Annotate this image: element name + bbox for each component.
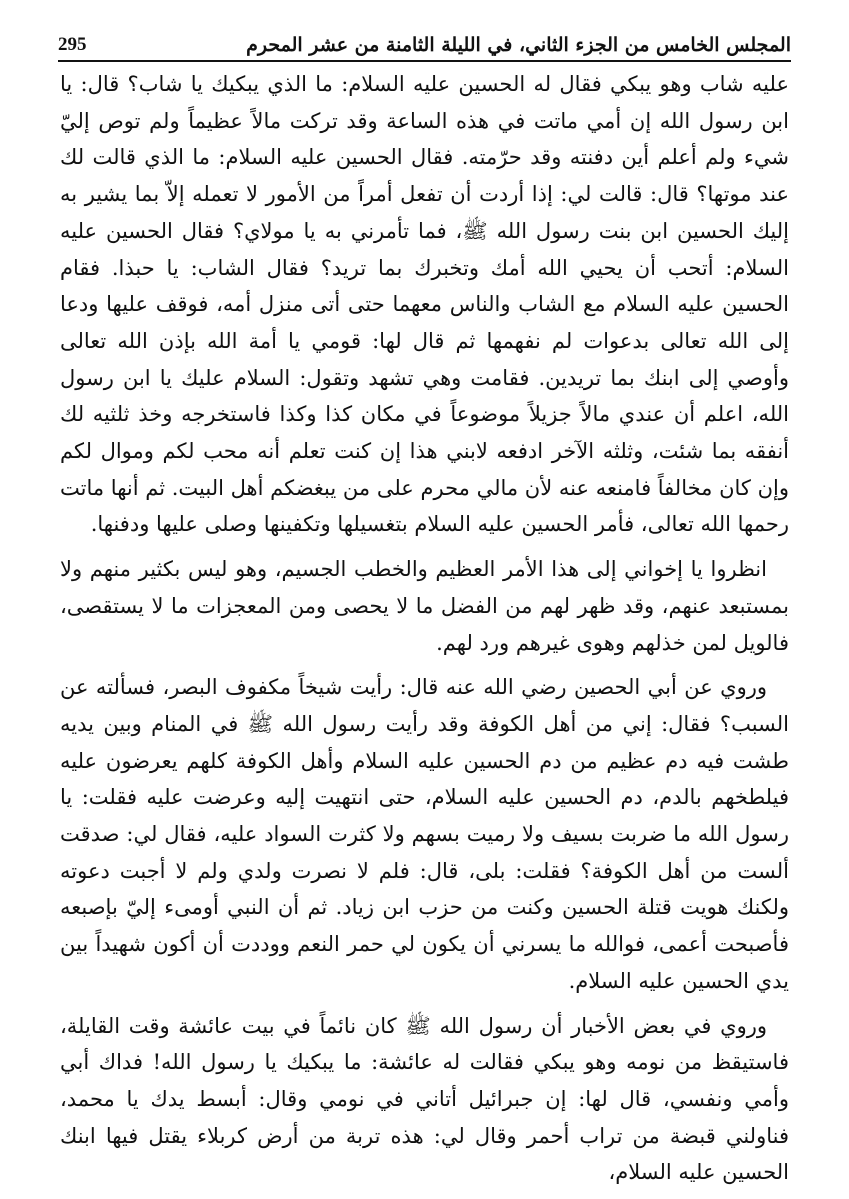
paragraph: وروي عن أبي الحصين رضي الله عنه قال: رأيت شيخاً مكفوف البصر، فسألته عن السبب؟ فقال: إني من أهل الكوفة وقد رأيت رسول الله ﷺ في المنام وبين يديه طشت فيه دم عظيم من دم الحسين عليه السلام وأهل الكوفة كلهم يعرضون عليه فيلطخهم بالدم، دم الحسين عليه السلام، حتى انتهيت إليه وعرضت عليه فقلت: يا رسول الله ما ضربت بسيف ولا رميت بسهم ولا كثرت السواد عليه، فقال لي: صدقت ألست من أهل الكوفة؟ فقلت: بلى، قال: فلم لا نصرت ولدي ولم لا أجبت دعوته ولكنك هويت قتلة الحسين وكنت من حزب ابن زياد. ثم أن النبي أومىء إليّ بإصبعه فأصبحت أعمى، فوالله ما يسرني أن يكون لي حمر النعم ووددت أن أكون شهيداً بين يدي الحسين عليه السلام. — [60, 675, 789, 993]
paragraph: انظروا يا إخواني إلى هذا الأمر العظيم والخطب الجسيم، وهو ليس بكثير منهم ولا بمستبعد عنهم، وقد ظهر لهم من الفضل ما لا يحصى ومن المعجزات ما لا يستقصى، فالويل لمن خذلهم وهوى غيرهم ورد لهم. — [60, 557, 789, 655]
body-text — [60, 66, 789, 1199]
page-number: 295 — [58, 34, 87, 55]
running-header — [58, 28, 791, 62]
paragraph: عليه شاب وهو يبكي فقال له الحسين عليه السلام: ما الذي يبكيك يا شاب؟ قال: يا ابن رسول الله إن أمي ماتت في هذه الساعة وقد تركت مالاً عظيماً ولم توص إليّ شيء ولم أعلم أين دفنته وقد حرّمته. فقال الحسين عليه السلام: ما الذي قالت لك عند موتها؟ قال: قالت لي: إذا أردت أن تفعل أمراً من الأمور لا تعمله إلاّ بما يشير به إليك الحسين ابن بنت رسول الله ﷺ، فما تأمرني به يا مولاي؟ فقال الحسين عليه السلام: أتحب أن يحيي الله أمك وتخبرك بما تريد؟ فقال الشاب: يا حبذا. فقام الحسين عليه السلام مع الشاب والناس معهما حتى أتى منزل أمه، فوقف عليها ودعا إلى الله تعالى بدعوات لم نفهمها ثم قال لها: قومي يا أمة الله بإذن الله تعالى وأوصي إلى ابنك بما تريدين. فقامت وهي تشهد وتقول: السلام عليك يا ابن رسول الله، اعلم أن عندي مالاً جزيلاً موضوعاً في مكان كذا وكذا فاستخرجه وخذ ثلثيه لك أنفقه بما شئت، وثلثه الآخر ادفعه لابني هذا إن كنت تعلم أنه محب لكم وموال لكم وإن كان مخالفاً فامنعه عنه لأن مالي محرم على من يبغضكم أهل البيت. ثم أنها ماتت رحمها الله تعالى، فأمر الحسين عليه السلام بتغسيلها وتكفينها وصلى عليها ودفنها. — [60, 72, 790, 537]
chapter-title: المجلس الخامس من الجزء الثاني، في الليلة الثامنة من عشر المحرم — [246, 34, 791, 56]
paragraph: وروي في بعض الأخبار أن رسول الله ﷺ كان نائماً في بيت عائشة وقت القايلة، فاستيقظ من نومه وهو يبكي فقالت له عائشة: ما يبكيك يا رسول الله! فداك أبي وأمي ونفسي، قال لها: إن جبرائيل أتاني في نومي وقال: أبسط يدك يا محمد، فناولني قبضة من تراب أحمر وقال لي: هذه تربة من أرض كربلاء يقتل فيها ابنك الحسين عليه السلام، — [60, 1013, 789, 1185]
